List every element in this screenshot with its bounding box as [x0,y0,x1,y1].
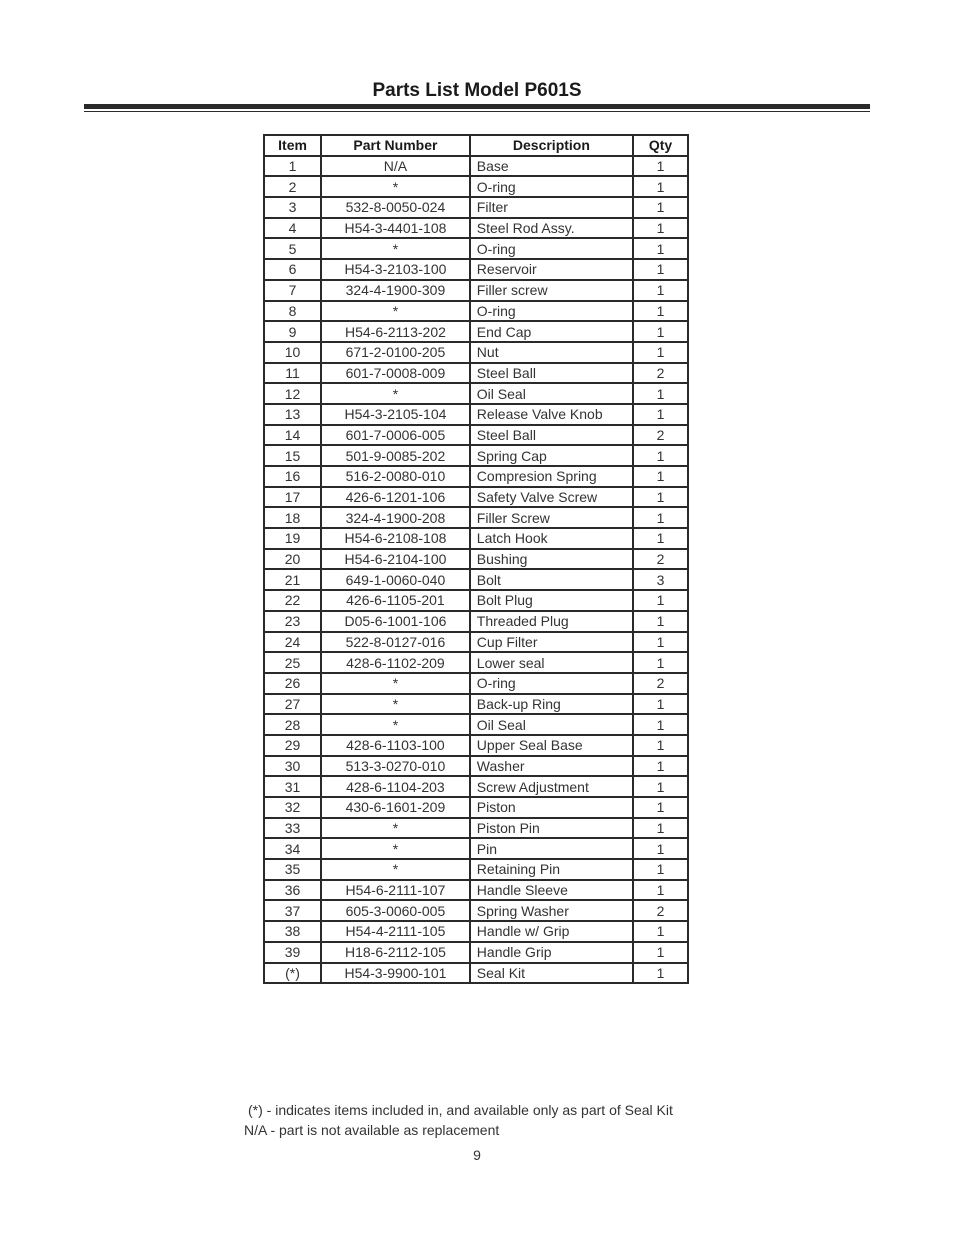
cell-description: End Cap [470,321,633,342]
cell-part-number: * [321,714,470,735]
cell-part-number: 324-4-1900-309 [321,280,470,301]
cell-part-number: 426-6-1201-106 [321,487,470,508]
cell-qty: 2 [633,549,688,570]
cell-description: Filler Screw [470,507,633,528]
table-row [264,632,688,653]
cell-description: Base [470,156,633,177]
cell-item: 17 [264,487,321,508]
cell-item: 25 [264,652,321,673]
cell-item: 38 [264,921,321,942]
cell-part-number: 501-9-0085-202 [321,445,470,466]
cell-part-number: 430-6-1601-209 [321,797,470,818]
cell-part-number: 605-3-0060-005 [321,900,470,921]
cell-description: Compresion Spring [470,466,633,487]
cell-description: Steel Ball [470,363,633,384]
cell-item: 9 [264,321,321,342]
cell-part-number: 324-4-1900-208 [321,507,470,528]
cell-item: 29 [264,735,321,756]
cell-description: Handle Grip [470,942,633,963]
page-number: 9 [473,1147,481,1163]
cell-description: Steel Rod Assy. [470,218,633,239]
table-row [264,197,688,218]
cell-qty: 1 [633,694,688,715]
cell-part-number: H54-6-2104-100 [321,549,470,570]
cell-description: Bushing [470,549,633,570]
cell-description: Bolt Plug [470,590,633,611]
cell-qty: 1 [633,301,688,322]
cell-description: Safety Valve Screw [470,487,633,508]
cell-part-number: * [321,301,470,322]
cell-item: 7 [264,280,321,301]
cell-part-number: 516-2-0080-010 [321,466,470,487]
table-row [264,301,688,322]
parts-table-body [264,156,688,984]
cell-qty: 1 [633,321,688,342]
table-row [264,611,688,632]
cell-qty: 1 [633,797,688,818]
cell-part-number: 671-2-0100-205 [321,342,470,363]
cell-part-number: H54-6-2111-107 [321,880,470,901]
cell-description: Handle Sleeve [470,880,633,901]
cell-part-number: N/A [321,156,470,177]
cell-item: 37 [264,900,321,921]
table-row [264,280,688,301]
cell-qty: 1 [633,921,688,942]
cell-part-number: 428-6-1102-209 [321,652,470,673]
cell-part-number: 601-7-0006-005 [321,425,470,446]
cell-item: 8 [264,301,321,322]
page-title: Parts List Model P601S [372,80,582,101]
table-row [264,321,688,342]
cell-qty: 1 [633,838,688,859]
cell-description: O-ring [470,238,633,259]
cell-part-number: 513-3-0270-010 [321,756,470,777]
table-row [264,652,688,673]
table-row [264,673,688,694]
cell-qty: 1 [633,342,688,363]
cell-description: O-ring [470,301,633,322]
table-row [264,404,688,425]
table-row [264,694,688,715]
cell-item: 21 [264,569,321,590]
cell-item: 19 [264,528,321,549]
cell-item: 14 [264,425,321,446]
cell-item: 12 [264,383,321,404]
cell-description: Nut [470,342,633,363]
cell-qty: 1 [633,632,688,653]
table-row [264,818,688,839]
cell-part-number: * [321,859,470,880]
cell-description: O-ring [470,673,633,694]
cell-item: 35 [264,859,321,880]
cell-description: Piston Pin [470,818,633,839]
cell-qty: 2 [633,900,688,921]
cell-item: 10 [264,342,321,363]
cell-item: 13 [264,404,321,425]
cell-description: Oil Seal [470,714,633,735]
cell-description: Washer [470,756,633,777]
cell-item: 23 [264,611,321,632]
cell-description: O-ring [470,176,633,197]
cell-part-number: 426-6-1105-201 [321,590,470,611]
cell-qty: 1 [633,466,688,487]
table-row [264,466,688,487]
cell-qty: 2 [633,425,688,446]
cell-part-number: H54-3-2105-104 [321,404,470,425]
header-description: Description [470,135,633,156]
cell-item: 26 [264,673,321,694]
header-qty: Qty [633,135,688,156]
cell-item: 33 [264,818,321,839]
cell-part-number: 522-8-0127-016 [321,632,470,653]
cell-description: Handle w/ Grip [470,921,633,942]
title-rule-thick [84,104,870,109]
cell-qty: 1 [633,218,688,239]
cell-qty: 1 [633,652,688,673]
cell-qty: 1 [633,383,688,404]
table-row [264,797,688,818]
cell-part-number: * [321,818,470,839]
table-row [264,238,688,259]
cell-item: 39 [264,942,321,963]
cell-description: Piston [470,797,633,818]
header-item: Item [264,135,321,156]
table-row [264,756,688,777]
header-part-number: Part Number [321,135,470,156]
table-row [264,507,688,528]
cell-part-number: D05-6-1001-106 [321,611,470,632]
cell-part-number: 428-6-1103-100 [321,735,470,756]
cell-item: 16 [264,466,321,487]
cell-description: Latch Hook [470,528,633,549]
cell-qty: 1 [633,818,688,839]
cell-description: Seal Kit [470,963,633,984]
cell-item: 18 [264,507,321,528]
na-note: N/A - part is not available as replacement [244,1122,500,1138]
cell-qty: 1 [633,735,688,756]
cell-description: Retaining Pin [470,859,633,880]
cell-item: 32 [264,797,321,818]
table-row [264,528,688,549]
cell-item: (*) [264,963,321,984]
cell-item: 24 [264,632,321,653]
parts-table [263,134,689,984]
table-row [264,425,688,446]
cell-item: 3 [264,197,321,218]
cell-part-number: H54-6-2108-108 [321,528,470,549]
cell-item: 28 [264,714,321,735]
cell-item: 1 [264,156,321,177]
cell-part-number: * [321,838,470,859]
cell-part-number: H18-6-2112-105 [321,942,470,963]
cell-qty: 2 [633,673,688,694]
cell-qty: 1 [633,756,688,777]
cell-item: 4 [264,218,321,239]
cell-qty: 2 [633,363,688,384]
cell-qty: 1 [633,259,688,280]
cell-item: 20 [264,549,321,570]
table-row [264,776,688,797]
cell-part-number: 532-8-0050-024 [321,197,470,218]
cell-item: 6 [264,259,321,280]
cell-qty: 1 [633,880,688,901]
cell-description: Threaded Plug [470,611,633,632]
table-row [264,880,688,901]
cell-part-number: * [321,176,470,197]
table-row [264,342,688,363]
seal-kit-note: (*) - indicates items included in, and available only as part of Seal Kit [248,1102,673,1118]
cell-part-number: H54-6-2113-202 [321,321,470,342]
cell-description: Reservoir [470,259,633,280]
cell-description: Oil Seal [470,383,633,404]
cell-qty: 1 [633,963,688,984]
cell-item: 31 [264,776,321,797]
table-row [264,445,688,466]
cell-qty: 1 [633,280,688,301]
cell-qty: 1 [633,445,688,466]
cell-description: Release Valve Knob [470,404,633,425]
table-row [264,963,688,984]
table-row [264,259,688,280]
cell-qty: 1 [633,156,688,177]
cell-qty: 1 [633,528,688,549]
cell-description: Pin [470,838,633,859]
cell-qty: 1 [633,404,688,425]
cell-description: Cup Filter [470,632,633,653]
cell-item: 5 [264,238,321,259]
cell-description: Filter [470,197,633,218]
cell-qty: 1 [633,590,688,611]
table-row [264,714,688,735]
cell-item: 15 [264,445,321,466]
cell-item: 34 [264,838,321,859]
table-row [264,942,688,963]
table-header-row [264,135,688,156]
table-row [264,590,688,611]
cell-part-number: * [321,383,470,404]
cell-item: 27 [264,694,321,715]
cell-qty: 1 [633,507,688,528]
table-row [264,838,688,859]
cell-description: Filler screw [470,280,633,301]
cell-item: 22 [264,590,321,611]
cell-part-number: H54-3-9900-101 [321,963,470,984]
cell-part-number: H54-3-4401-108 [321,218,470,239]
cell-qty: 1 [633,238,688,259]
table-row [264,156,688,177]
cell-part-number: 601-7-0008-009 [321,363,470,384]
table-row [264,383,688,404]
cell-part-number: * [321,694,470,715]
cell-qty: 1 [633,714,688,735]
table-row [264,218,688,239]
cell-item: 11 [264,363,321,384]
cell-description: Bolt [470,569,633,590]
cell-qty: 1 [633,942,688,963]
cell-part-number: H54-3-2103-100 [321,259,470,280]
table-row [264,900,688,921]
cell-part-number: 428-6-1104-203 [321,776,470,797]
cell-description: Spring Cap [470,445,633,466]
cell-part-number: 649-1-0060-040 [321,569,470,590]
cell-description: Upper Seal Base [470,735,633,756]
table-row [264,549,688,570]
cell-description: Steel Ball [470,425,633,446]
cell-item: 30 [264,756,321,777]
cell-qty: 3 [633,569,688,590]
cell-qty: 1 [633,487,688,508]
cell-part-number: * [321,673,470,694]
cell-part-number: H54-4-2111-105 [321,921,470,942]
cell-qty: 1 [633,611,688,632]
cell-description: Screw Adjustment [470,776,633,797]
table-row [264,921,688,942]
cell-item: 2 [264,176,321,197]
cell-description: Back-up Ring [470,694,633,715]
cell-qty: 1 [633,776,688,797]
cell-description: Lower seal [470,652,633,673]
table-row [264,569,688,590]
cell-description: Spring Washer [470,900,633,921]
cell-part-number: * [321,238,470,259]
cell-qty: 1 [633,176,688,197]
table-row [264,859,688,880]
cell-qty: 1 [633,859,688,880]
cell-qty: 1 [633,197,688,218]
table-row [264,487,688,508]
title-rule-thin [84,111,870,112]
cell-item: 36 [264,880,321,901]
table-row [264,176,688,197]
table-row [264,735,688,756]
table-row [264,363,688,384]
